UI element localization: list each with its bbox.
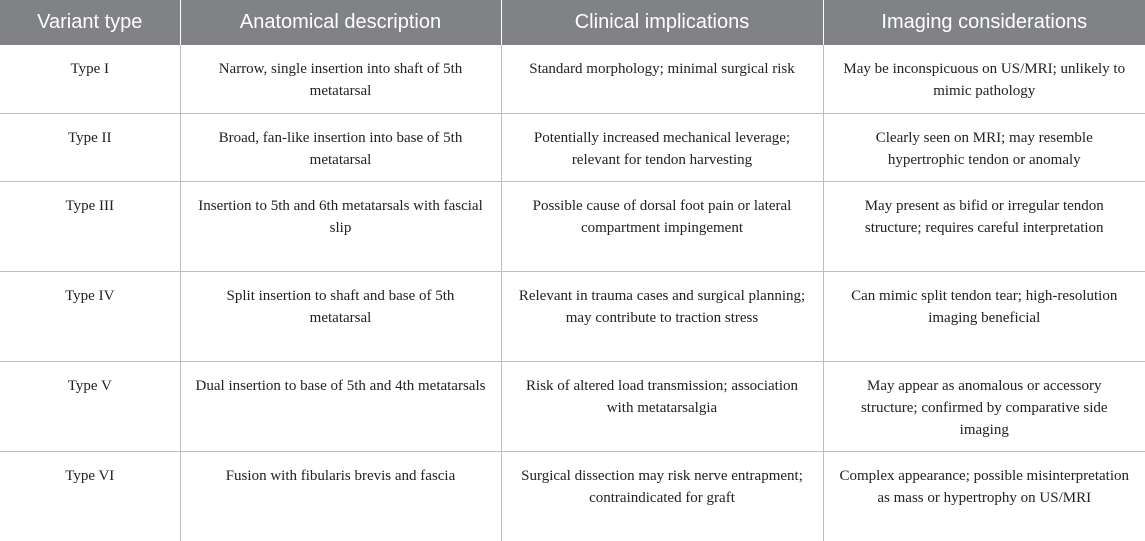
cell-imaging-considerations: May present as bifid or irregular tendon structure; requires careful interpretation <box>823 181 1145 271</box>
cell-clinical-implications: Possible cause of dorsal foot pain or lateral compartment impingement <box>501 181 823 271</box>
cell-variant-type: Type II <box>0 113 180 181</box>
cell-variant-type: Type III <box>0 181 180 271</box>
header-row <box>0 0 1145 45</box>
table-row <box>0 181 1145 271</box>
cell-anatomical-description: Broad, fan-like insertion into base of 5th metatarsal <box>180 113 501 181</box>
table-row <box>0 271 1145 361</box>
table-header <box>0 0 1145 45</box>
cell-variant-type: Type I <box>0 45 180 113</box>
header-clinical-implications: Clinical implications <box>501 0 823 45</box>
cell-imaging-considerations: Can mimic split tendon tear; high-resolution imaging beneficial <box>823 271 1145 361</box>
header-variant-type: Variant type <box>0 0 180 45</box>
cell-imaging-considerations: May be inconspicuous on US/MRI; unlikely to mimic pathology <box>823 45 1145 113</box>
cell-anatomical-description: Insertion to 5th and 6th metatarsals with fascial slip <box>180 181 501 271</box>
table-row <box>0 451 1145 541</box>
cell-clinical-implications: Relevant in trauma cases and surgical planning; may contribute to traction stress <box>501 271 823 361</box>
cell-clinical-implications: Potentially increased mechanical leverage; relevant for tendon harvesting <box>501 113 823 181</box>
cell-anatomical-description: Fusion with fibularis brevis and fascia <box>180 451 501 541</box>
table-row <box>0 45 1145 113</box>
cell-anatomical-description: Dual insertion to base of 5th and 4th metatarsals <box>180 361 501 451</box>
cell-imaging-considerations: Complex appearance; possible misinterpretation as mass or hypertrophy on US/MRI <box>823 451 1145 541</box>
table-row <box>0 361 1145 451</box>
table-body <box>0 45 1145 541</box>
cell-variant-type: Type VI <box>65 467 115 484</box>
cell-variant-type: Type V <box>0 361 180 451</box>
cell-imaging-considerations: May appear as anomalous or accessory structure; confirmed by comparative side imaging <box>823 361 1145 451</box>
header-imaging-considerations: Imaging considerations <box>823 0 1145 45</box>
cell-variant-type: Type IV <box>0 271 180 361</box>
header-anatomical-description: Anatomical description <box>180 0 501 45</box>
cell-imaging-considerations: Clearly seen on MRI; may resemble hypertrophic tendon or anomaly <box>823 113 1145 181</box>
cell-anatomical-description: Narrow, single insertion into shaft of 5th metatarsal <box>180 45 501 113</box>
cell-clinical-implications: Standard morphology; minimal surgical risk <box>501 45 823 113</box>
cell-anatomical-description: Split insertion to shaft and base of 5th metatarsal <box>180 271 501 361</box>
cell-clinical-implications: Risk of altered load transmission; association with metatarsalgia <box>501 361 823 451</box>
table-row <box>0 113 1145 181</box>
cell-clinical-implications: Surgical dissection may risk nerve entrapment; contraindicated for graft <box>501 451 823 541</box>
